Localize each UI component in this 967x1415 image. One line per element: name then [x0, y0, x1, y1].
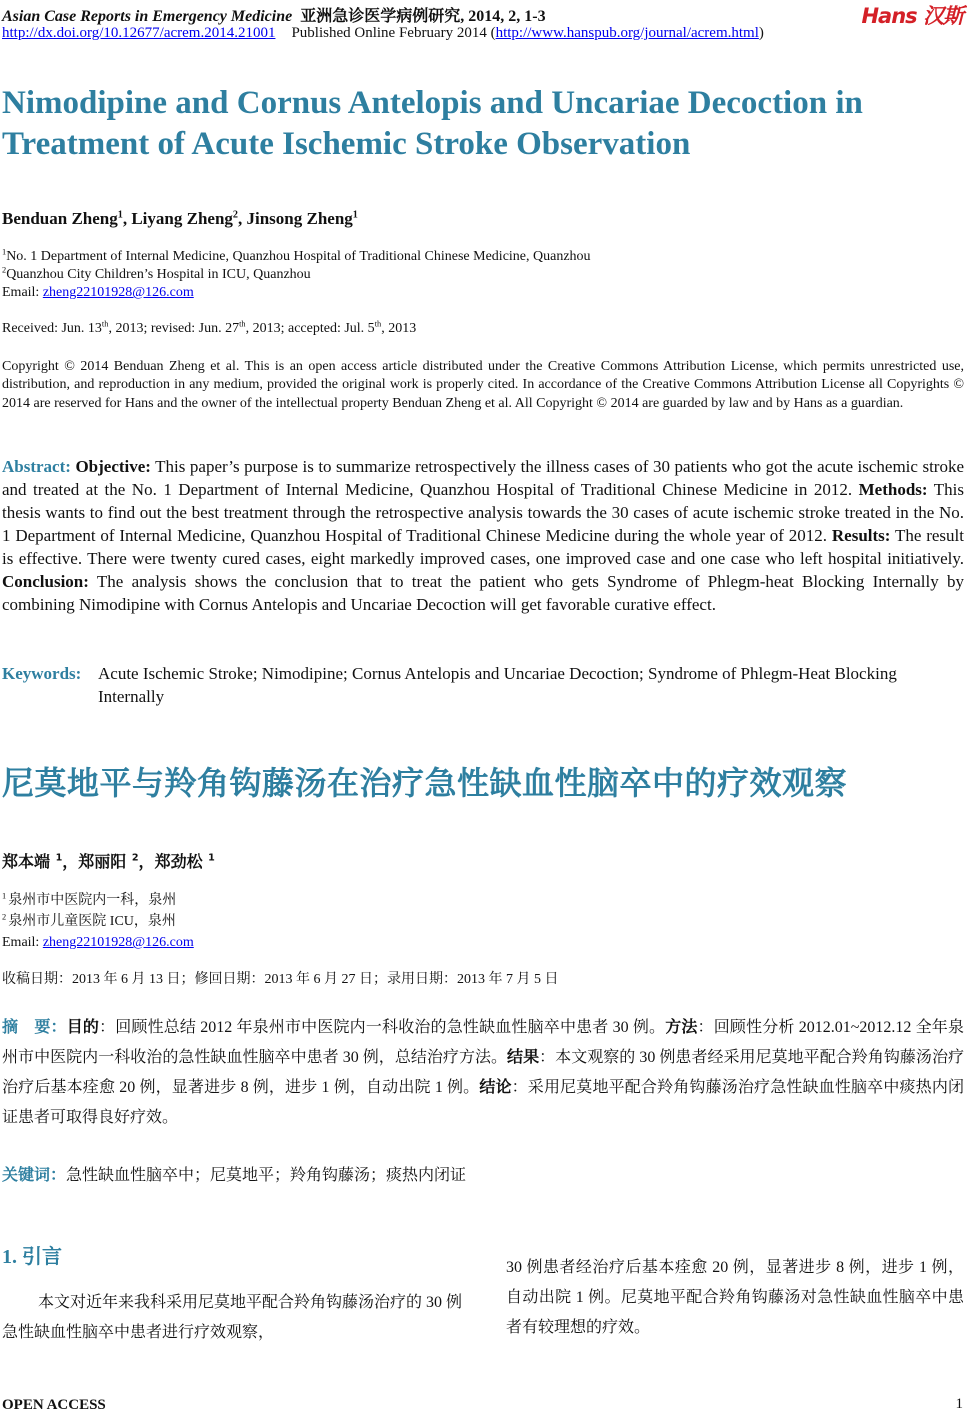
affiliation: $^1$ 泉州市中医院内一科，泉州	[2, 891, 177, 908]
english-dates: Received: Jun. 13th, 2013; revised: Jun. 27th, 2013; accepted: Jul. 5th, 2013	[2, 319, 417, 336]
keywords-label: Keywords:	[2, 664, 82, 683]
email-line: Email: zheng22101928@126.com	[2, 285, 194, 300]
author: 郑劲松 $^1$	[154, 852, 215, 871]
intro-paragraph-right: 30 例患者经治疗后基本痊愈 20 例，显著进步 8 例，进步 1 例，自动出院 1 例。尼莫地平配合羚角钩藤汤对急性缺血性脑卒中患者有较理想的疗效。	[506, 1259, 964, 1336]
english-authors	[2, 209, 358, 229]
affiliation: $^1$No. 1 Department of Internal Medicine, Quanzhou Hospital of Traditional Chinese Medicine, Quanzhou	[2, 247, 591, 264]
english-keywords	[2, 662, 964, 708]
email-link[interactable]: zheng22101928@126.com	[42, 285, 194, 300]
chinese-affiliations	[2, 890, 194, 953]
abstract-label: 摘 要：	[2, 1019, 67, 1036]
affiliation: $^2$Quanzhou City Children’s Hospital in ICU, Quanzhou	[2, 265, 311, 282]
email-link[interactable]: zheng22101928@126.com	[42, 935, 194, 950]
chinese-authors	[2, 849, 215, 872]
email-line: Email: zheng22101928@126.com	[2, 935, 194, 950]
abstract-label: Abstract:	[2, 457, 71, 476]
author: Benduan Zheng$^1$,	[2, 209, 132, 228]
author: 郑丽阳 $^2$，	[78, 852, 155, 871]
doi-line	[2, 25, 764, 42]
running-header	[2, 2, 965, 28]
intro-paragraph-left: 本文对近年来我科采用尼莫地平配合羚角钩藤汤治疗的 30 例急性缺血性脑卒中患者进行疗效观察，	[2, 1294, 463, 1341]
open-access-footer: OPEN ACCESS	[2, 1397, 106, 1413]
affiliation: $^2$ 泉州市儿童医院 ICU，泉州	[2, 912, 176, 929]
journal-name: Asian Case Reports in Emergency Medicine 亚洲急诊医学病例研究, 2014, 2, 1-3	[2, 8, 546, 25]
keywords-text: Acute Ischemic Stroke; Nimodipine; Cornus Antelopis and Uncariae Decoction; Syndrome of Phlegm-Heat Blocking Internally	[98, 664, 897, 706]
chinese-dates: 收稿日期：2013 年 6 月 13 日；修回日期：2013 年 6 月 27 日；录用日期：2013 年 7 月 5 日	[2, 972, 559, 987]
keywords-text: 急性缺血性脑卒中；尼莫地平；羚角钩藤汤；痰热内闭证	[66, 1167, 467, 1184]
english-abstract: Abstract: Objective: This paper’s purpose is to summarize retrospectively the illness cases of 30 patients who got the acute ischemic stroke and treated at the No. 1 Department of Internal Medicine, Quanzhou Hospital of Traditional Chinese Medicine in 2012. Methods: This thesis wants to find out the best treatment through the retrospective analysis towards the 30 cases of acute ischemic stroke treated in the No. 1 Department of Internal Medicine, Quanzhou Hospital of Traditional Chinese Medicine during the whole year of 2012. Results: The result is effective. There were twenty cured cases, eight markedly improved cases, one improved case and one case who left hospital initiatively. Conclusion: The analysis shows the conclusion that to treat the patient who gets Syndrome of Phlegm-heat Blocking Internally by combining Nimodipine with Cornus Antelopis and Uncariae Decoction will get favorable curative effect.	[2, 457, 965, 614]
english-title: Nimodipine and Cornus Antelopis and Uncariae Decoction in Treatment of Acute Ischemic Stroke Observation	[2, 85, 863, 162]
journal-url-link[interactable]: http://www.hanspub.org/journal/acrem.html	[495, 25, 759, 41]
author: Jinsong Zheng$^1$	[246, 209, 358, 228]
chinese-title: 尼莫地平与羚角钩藤汤在治疗急性缺血性脑卒中的疗效观察	[2, 764, 848, 802]
copyright-notice: Copyright © 2014 Benduan Zheng et al. This is an open access article distributed under the Creative Commons Attribution License, which permits unrestricted use, distribution, and reproduction in any medium, provided the original work is properly cited. In accordance of the Creative Commons Attribution License all Copyrights © 2014 are reserved for Hans and the owner of the intellectual property Benduan Zheng et al. All Copyright © 2014 are guarded by law and by Hans as a guardian.	[2, 359, 964, 411]
section-heading-intro: 1. 引言	[2, 1246, 62, 1268]
chinese-keywords	[2, 1162, 466, 1185]
published-online: Published Online February 2014 (http://www.hanspub.org/journal/acrem.html)	[291, 25, 764, 41]
author: Liyang Zheng$^2$,	[131, 209, 247, 228]
doi-link[interactable]: http://dx.doi.org/10.12677/acrem.2014.21001	[2, 25, 276, 41]
page-number: 1	[955, 1396, 963, 1412]
author: 郑本端 $^1$，	[2, 852, 79, 871]
hans-logo: Hans 汉斯	[861, 4, 963, 28]
english-affiliations	[2, 248, 591, 302]
keywords-label: 关键词：	[2, 1167, 67, 1184]
chinese-abstract: 摘 要：目的：回顾性总结 2012 年泉州市中医院内一科收治的急性缺血性脑卒中患者 30 例。方法：回顾性分析 2012.01~2012.12 全年泉州市中医院内一科收治的急性缺血性脑卒中患者 30 例，总结治疗方法。结果：本文观察的 30 例患者经采用尼莫地平配合羚角钩藤汤治疗治疗后基本痊愈 20 例，显著进步 8 例，进步 1 例，自动出院 1 例。结论：采用尼莫地平配合羚角钩藤汤治疗急性缺血性脑卒中痰热内闭证患者可取得良好疗效。	[2, 1019, 964, 1126]
journal-name-cn: 亚洲急诊医学病例研究, 2014, 2, 1-3	[300, 8, 546, 25]
